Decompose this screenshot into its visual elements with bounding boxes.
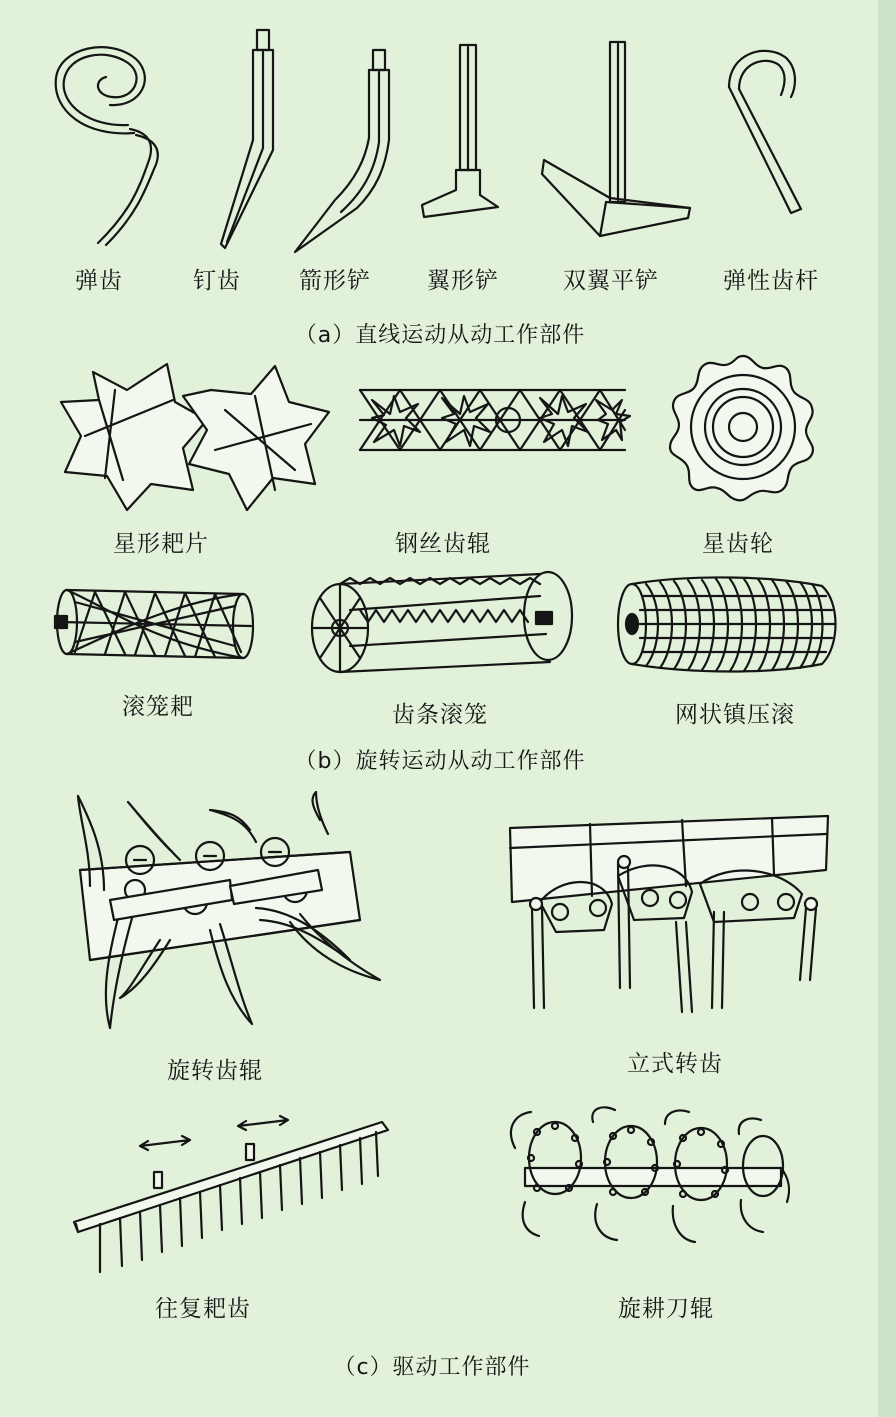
arrow-shovel-label: 箭形铲 (299, 268, 371, 294)
rotary-tiller-blade-roller-icon (505, 1108, 795, 1248)
elastic-tooth-bar-label: 弹性齿杆 (723, 268, 819, 294)
cage-roller-harrow-icon (55, 582, 255, 667)
vertical-rotary-tine-label: 立式转齿 (627, 1051, 723, 1077)
steel-wire-roller-icon (350, 370, 635, 470)
reciprocating-harrow-tine-label: 往复耙齿 (155, 1296, 251, 1322)
star-gear-icon (668, 352, 818, 502)
spring-tine-label: 弹齿 (75, 268, 123, 294)
rotary-tiller-blade-roller-label: 旋耕刀辊 (618, 1296, 714, 1322)
double-wing-flat-shovel-icon (540, 40, 695, 245)
steel-wire-roller-label: 钢丝齿辊 (395, 531, 491, 557)
rotary-tooth-roller-label: 旋转齿辊 (167, 1058, 263, 1084)
toothed-bar-cage-roller-label: 齿条滚笼 (392, 702, 488, 728)
cage-roller-harrow-label: 滚笼耙 (122, 694, 194, 720)
wing-shovel-icon (420, 45, 500, 225)
rotary-tooth-roller-icon (60, 790, 400, 1040)
star-harrow-disc-label: 星形耙片 (113, 531, 209, 557)
toothed-bar-cage-roller-icon (300, 570, 580, 675)
spike-tooth-icon (215, 30, 285, 255)
elastic-tooth-bar-icon (725, 45, 805, 220)
vertical-rotary-tine-icon (500, 812, 835, 1022)
mesh-press-roller-icon (612, 572, 842, 677)
star-harrow-disc-icon (55, 360, 330, 515)
section-c-caption: （c）驱动工作部件 (333, 1355, 531, 1380)
spike-tooth-label: 钉齿 (193, 268, 241, 294)
section-b-caption: （b）旋转运动从动工作部件 (294, 749, 586, 774)
star-gear-label: 星齿轮 (702, 531, 774, 557)
mesh-press-roller-label: 网状镇压滚 (675, 702, 795, 728)
spring-tine-icon (50, 45, 180, 255)
reciprocating-harrow-tine-icon (70, 1110, 400, 1280)
arrow-shovel-icon (285, 50, 395, 260)
section-a-caption: （a）直线运动从动工作部件 (294, 323, 586, 348)
wing-shovel-label: 翼形铲 (427, 268, 499, 294)
double-wing-flat-shovel-label: 双翼平铲 (563, 268, 659, 294)
